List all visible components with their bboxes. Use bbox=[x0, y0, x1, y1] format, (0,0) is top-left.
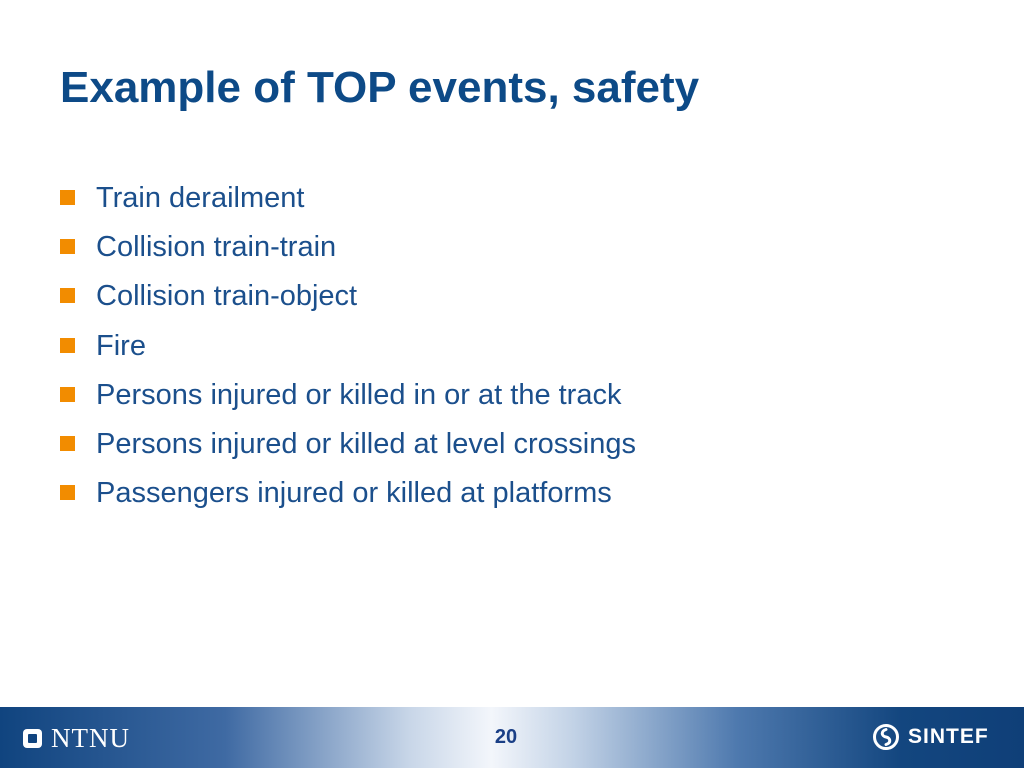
bullet-text: Collision train-object bbox=[96, 280, 358, 313]
square-bullet-icon bbox=[60, 190, 75, 205]
list-item bbox=[60, 223, 636, 272]
bullet-text: Persons injured or killed in or at the track bbox=[96, 378, 622, 411]
footer-bar bbox=[0, 707, 1024, 768]
list-item bbox=[60, 420, 636, 469]
square-bullet-icon bbox=[60, 288, 75, 303]
bullet-text: Collision train-train bbox=[96, 231, 337, 264]
list-item bbox=[60, 469, 636, 518]
sintef-swirl-icon bbox=[872, 723, 900, 751]
bullet-text: Persons injured or killed at level crossings bbox=[96, 428, 636, 461]
square-bullet-icon bbox=[60, 387, 75, 402]
list-item bbox=[60, 174, 636, 223]
bullet-list bbox=[60, 174, 636, 518]
slide-title: Example of TOP events, safety bbox=[60, 63, 700, 112]
list-item bbox=[60, 272, 636, 321]
bullet-text: Fire bbox=[96, 329, 146, 362]
ntnu-logo-text: NTNU bbox=[51, 723, 130, 753]
list-item bbox=[60, 322, 636, 371]
square-bullet-icon bbox=[60, 436, 75, 451]
sintef-logo-text: SINTEF bbox=[908, 725, 989, 748]
square-bullet-icon bbox=[60, 338, 75, 353]
bullet-text: Train derailment bbox=[96, 182, 305, 215]
square-bullet-icon bbox=[60, 485, 75, 500]
sintef-logo bbox=[872, 723, 989, 751]
list-item bbox=[60, 371, 636, 420]
square-bullet-icon bbox=[60, 239, 75, 254]
bullet-text: Passengers injured or killed at platforms bbox=[96, 477, 612, 510]
page-number: 20 bbox=[494, 726, 518, 748]
